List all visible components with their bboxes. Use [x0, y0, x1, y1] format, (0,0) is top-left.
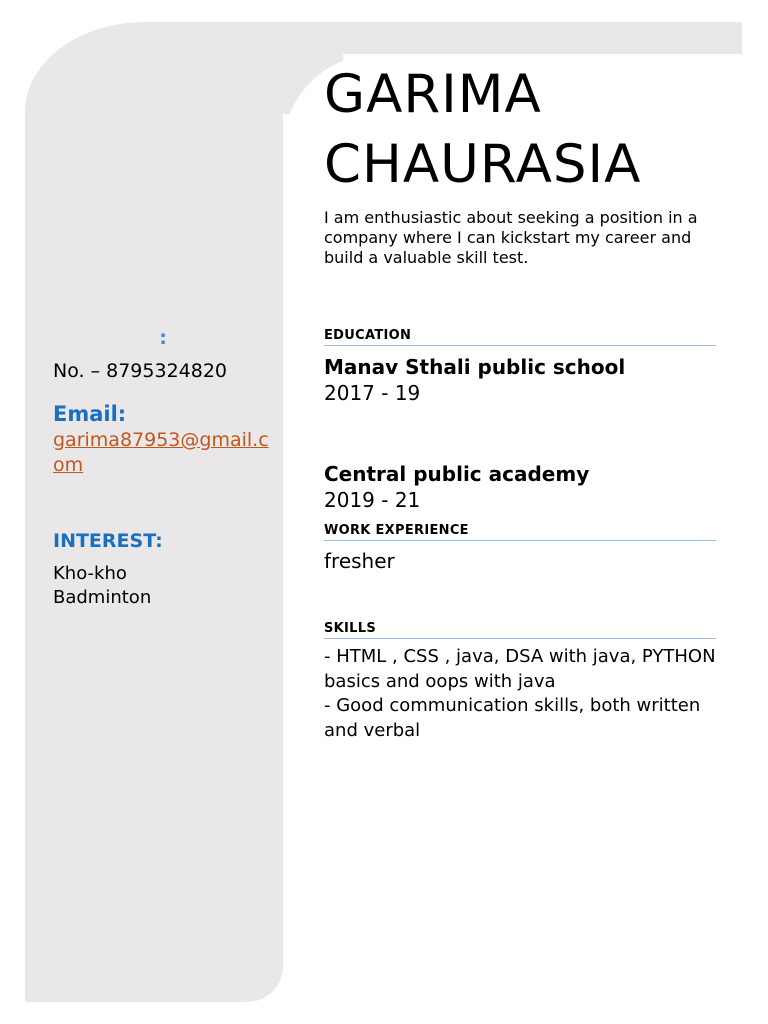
summary: I am enthusiastic about seeking a position in a company where I can kickstart my career and build a valuable skill test. — [324, 208, 698, 267]
last-name: CHAURASIA — [324, 134, 642, 195]
phone-label: : — [159, 327, 167, 349]
list-item: - Good communication skills, both written and verbal — [324, 695, 701, 741]
interest-label: INTEREST: — [53, 530, 163, 552]
skills-list — [324, 645, 716, 743]
interest-list — [53, 562, 278, 610]
list-item: Kho-kho — [53, 563, 127, 584]
education-years: 2017 - 19 — [324, 381, 421, 405]
name-heading — [324, 60, 716, 200]
phone-number: No. – 8795324820 — [53, 360, 228, 382]
email-label: Email: — [53, 402, 127, 426]
sidebar — [53, 326, 278, 610]
work-experience-heading: WORK EXPERIENCE — [324, 523, 716, 541]
skills-heading: SKILLS — [324, 621, 716, 639]
list-item: Badminton — [53, 587, 152, 608]
main-content — [324, 60, 716, 743]
education-years: 2019 - 21 — [324, 488, 421, 512]
work-experience-text: fresher — [324, 549, 395, 573]
list-item: - HTML , CSS , java, DSA with java, PYTHON basics and oops with java — [324, 646, 716, 692]
education-heading: EDUCATION — [324, 328, 716, 346]
education-school: Manav Sthali public school — [324, 355, 626, 379]
first-name: GARIMA — [324, 64, 542, 125]
education-school: Central public academy — [324, 462, 590, 486]
email-link[interactable]: garima87953@gmail.com — [53, 429, 269, 476]
